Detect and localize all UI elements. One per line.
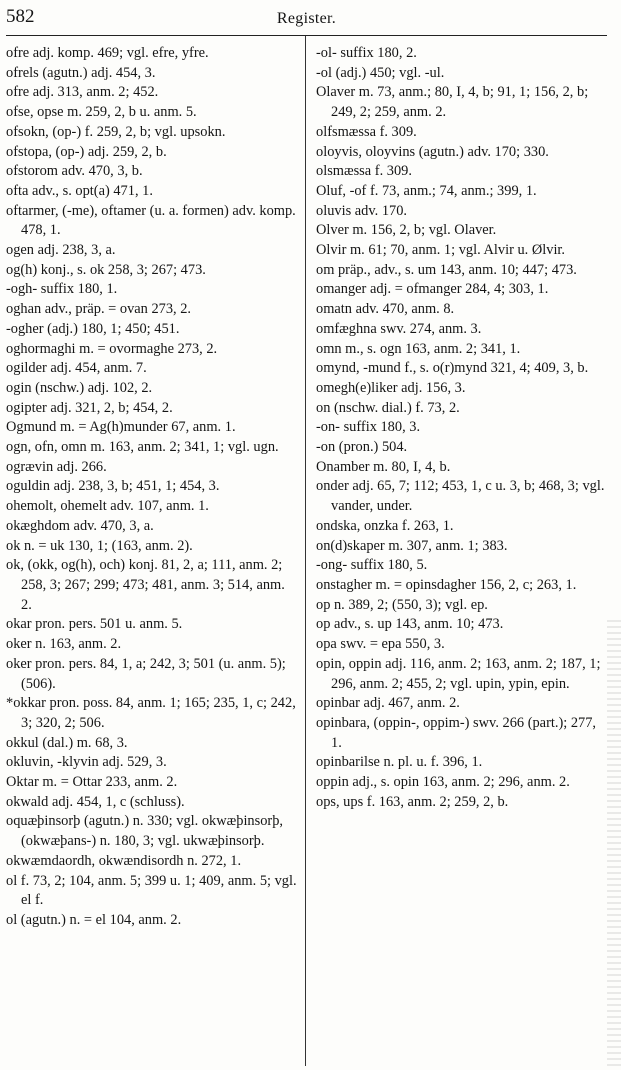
index-entry: ofsokn, (op-) f. 259, 2, b; vgl. upsokn. [6,123,226,140]
index-entry: -on (pron.) 504. [316,439,408,456]
index-entry: oghan adv., präp. = ovan 273, 2. [6,301,192,318]
index-entry: ofre adj. komp. 469; vgl. efre, yfre. [6,45,209,61]
index-entry: -ogh- suffix 180, 1. [6,281,118,298]
index-entry: -ol- suffix 180, 2. [316,45,417,61]
index-entry: oker n. 163, anm. 2. [6,636,122,653]
index-entry: on (nschw. dial.) f. 73, 2. [316,399,460,416]
index-entry: okæghdom adv. 470, 3, a. [6,517,154,534]
page-header [6,4,607,34]
index-entry: Olaver m. 73, anm.; 80, I, 4, b; 91, 1; 156, 2, b; 249, 2; 259, anm. 2. [316,84,589,121]
index-entry: omatn adv. 470, anm. 8. [316,301,455,318]
index-entry: ondska, onzka f. 263, 1. [316,517,454,534]
index-entry: -ogher (adj.) 180, 1; 450; 451. [6,320,180,337]
index-entry: opinbarilse n. pl. u. f. 396, 1. [316,754,483,771]
index-entry: -ong- suffix 180, 5. [316,557,428,574]
index-entry: olsmæssa f. 309. [316,163,412,180]
index-entry: Olvir m. 61; 70, anm. 1; vgl. Alvir u. Ølvir. [316,242,566,259]
index-entry: Olver m. 156, 2, b; vgl. Olaver. [316,222,497,239]
index-entry: on(d)skaper m. 307, anm. 1; 383. [316,537,508,554]
index-entry: onstagher m. = opinsdagher 156, 2, c; 263, 1. [316,576,577,593]
index-entry: ok n. = uk 130, 1; (163, anm. 2). [6,537,193,554]
index-entry: ofre adj. 313, anm. 2; 452. [6,84,159,101]
left-column [6,44,298,931]
index-entry: ok, (okk, og(h), och) konj. 81, 2, a; 111, anm. 2; 258, 3; 267; 299; 473; 481, anm. 3; 514, anm. 2. [6,557,285,613]
index-entry: Oluf, -of f. 73, anm.; 74, anm.; 399, 1. [316,182,537,199]
index-entry: op adv., s. up 143, anm. 10; 473. [316,616,504,633]
index-entry: oquæþinsorþ (agutn.) n. 330; vgl. okwæþinsorþ, (okwæþans-) n. 180, 3; vgl. ukwæþinsorþ. [6,813,284,850]
index-entry: omn m., s. ogn 163, anm. 2; 341, 1. [316,340,521,357]
header-rule [6,35,607,36]
index-entry: onder adj. 65, 7; 112; 453, 1, c u. 3, b; 468, 3; vgl. vander, under. [316,478,605,515]
index-entry: ogipter adj. 321, 2, b; 454, 2. [6,399,173,416]
index-entry: oloyvis, oloyvins (agutn.) adv. 170; 330. [316,143,549,160]
index-entry: oker pron. pers. 84, 1, a; 242, 3; 501 (u. anm. 5); (506). [6,655,286,692]
index-entry: ogrævin adj. 266. [6,458,107,475]
index-entry: ofstorom adv. 470, 3, b. [6,163,143,180]
index-entry: op n. 389, 2; (550, 3); vgl. ep. [316,596,488,613]
index-entry: opa swv. = epa 550, 3. [316,636,445,653]
index-entry: ofse, opse m. 259, 2, b u. anm. 5. [6,104,197,121]
page-number: 582 [6,6,35,27]
index-entry: omynd, -mund f., s. o(r)mynd 321, 4; 409, 3, b. [316,360,589,377]
index-entry: om präp., adv., s. um 143, anm. 10; 447; 473. [316,261,577,278]
scan-edge-noise [607,620,621,1070]
index-entry: -ol (adj.) 450; vgl. -ul. [316,64,445,81]
index-entry: oppin adj., s. opin 163, anm. 2; 296, anm. 2. [316,774,570,791]
index-entry: ogin (nschw.) adj. 102, 2. [6,379,153,396]
index-entry: ofrels (agutn.) adj. 454, 3. [6,64,156,81]
index-entry: oftarmer, (-me), oftamer (u. a. formen) adv. komp. 478, 1. [6,202,296,239]
index-entry: ogen adj. 238, 3, a. [6,242,116,259]
index-entry: omfæghna swv. 274, anm. 3. [316,320,482,337]
index-entry: okluvin, -klyvin adj. 529, 3. [6,754,167,771]
index-entry: ofta adv., s. opt(a) 471, 1. [6,182,153,199]
index-entry: okwæmdaordh, okwændisordh n. 272, 1. [6,852,242,869]
index-entry: oghormaghi m. = ovormaghe 273, 2. [6,340,218,357]
index-entry: omegh(e)liker adj. 156, 3. [316,379,466,396]
index-entry: omanger adj. = ofmanger 284, 4; 303, 1. [316,281,549,298]
index-entry: okwald adj. 454, 1, c (schluss). [6,793,185,810]
index-entry: okar pron. pers. 501 u. anm. 5. [6,616,183,633]
index-entry: Oktar m. = Ottar 233, anm. 2. [6,774,178,791]
index-entry: oluvis adv. 170. [316,202,408,219]
index-entry: *okkar pron. poss. 84, anm. 1; 165; 235, 1, c; 242, 3; 320, 2; 506. [6,695,296,731]
column-divider [305,36,306,1066]
index-entry: opinbar adj. 467, anm. 2. [316,695,460,712]
index-entry: -on- suffix 180, 3. [316,419,421,436]
index-entry: Onamber m. 80, I, 4, b. [316,458,451,475]
index-entry: ohemolt, ohemelt adv. 107, anm. 1. [6,498,209,515]
index-entry: ol f. 73, 2; 104, anm. 5; 399 u. 1; 409, anm. 5; vgl. el f. [6,872,297,909]
index-entry: olfsmæssa f. 309. [316,123,417,140]
index-entry: og(h) konj., s. ok 258, 3; 267; 473. [6,261,206,278]
index-entry: opin, oppin adj. 116, anm. 2; 163, anm. 2; 187, 1; 296, anm. 2; 455, 2; vgl. upin, ypin, epin. [316,655,601,692]
index-entry: ogilder adj. 454, anm. 7. [6,360,147,377]
index-entry: Ogmund m. = Ag(h)munder 67, anm. 1. [6,419,236,436]
index-entry: oguldin adj. 238, 3, b; 451, 1; 454, 3. [6,478,220,495]
index-entry: ofstopa, (op-) adj. 259, 2, b. [6,143,167,160]
index-entry: ogn, ofn, omn m. 163, anm. 2; 341, 1; vgl. ugn. [6,439,279,456]
index-entry: ol (agutn.) n. = el 104, anm. 2. [6,911,182,928]
index-entry: opinbara, (oppin-, oppim-) swv. 266 (part.); 277, 1. [316,714,597,751]
index-entry: okkul (dal.) m. 68, 3. [6,734,128,751]
right-column [316,44,606,812]
index-entry: ops, ups f. 163, anm. 2; 259, 2, b. [316,793,509,810]
page-title: Register. [276,10,337,27]
